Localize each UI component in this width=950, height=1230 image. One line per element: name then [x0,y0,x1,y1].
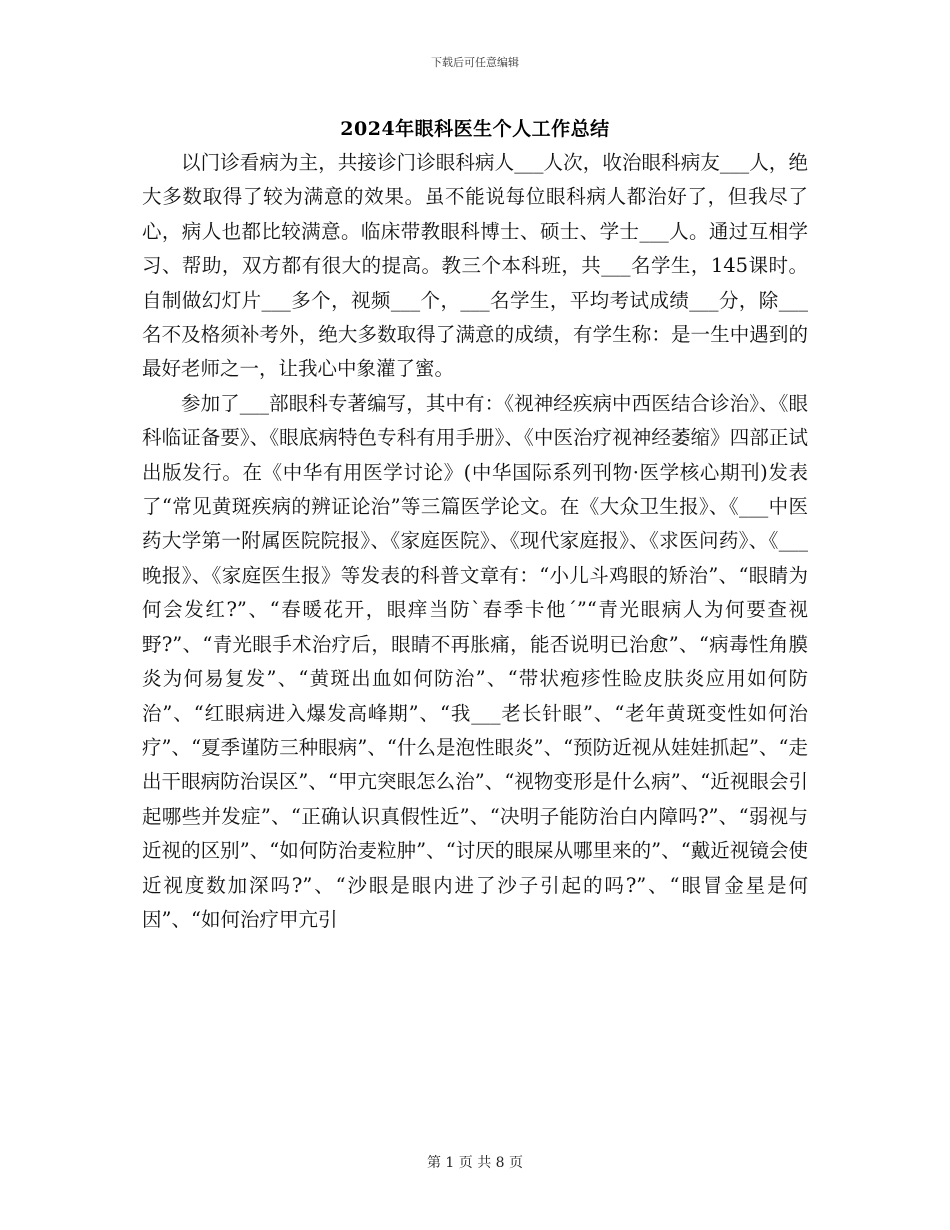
paragraph-2: 参加了___部眼科专著编写，其中有：《视神经疾病中西医结合诊治》、《眼科临证备要》、《眼底病特色专科有用手册》、《中医治疗视神经萎缩》四部正试出版发行。在《中华有用医学讨论》(中华国际系列刊物·医学核心期刊)发表了“常见黄斑疾病的辨证论治”等三篇医学论文。在《大众卫生报》、《___中医药大学第一附属医院院报》、《家庭医院》、《现代家庭报》、《求医问药》、《___晚报》、《家庭医生报》等发表的科普文章有：“小儿斗鸡眼的矫治”、“眼睛为何会发红?”、“春暖花开，眼痒当防`春季卡他´”“青光眼病人为何要查视野?”、“青光眼手术治疗后，眼睛不再胀痛，能否说明已治愈”、“病毒性角膜炎为何易复发”、“黄斑出血如何防治”、“带状疱疹性睑皮肤炎应用如何防治”、“红眼病进入爆发高峰期”、“我___老长针眼”、“老年黄斑变性如何治疗”、“夏季谨防三种眼病”、“什么是泡性眼炎”、“预防近视从娃娃抓起”、“走出干眼病防治误区”、“甲亢突眼怎么治”、“视物变形是什么病”、“近视眼会引起哪些并发症”、“正确认识真假性近”、“决明子能防治白内障吗?”、“弱视与近视的区别”、“如何防治麦粒肿”、“讨厌的眼屎从哪里来的”、“戴近视镜会使近视度数加深吗?”、“沙眼是眼内进了沙子引起的吗?”、“眼冒金星是何因”、“如何治疗甲亢引 [142,391,808,931]
document-title: 2024年眼科医生个人工作总结 [340,118,610,140]
document-body [142,146,808,937]
paragraph-1: 以门诊看病为主，共接诊门诊眼科病人___人次，收治眼科病友___人，绝大多数取得了较为满意的效果。虽不能说每位眼科病人都治好了，但我尽了心，病人也都比较满意。临床带教眼科博士、硕士、学士___人。通过互相学习、帮助，双方都有很大的提高。教三个本科班，共___名学生，145课时。自制做幻灯片___多个，视频___个，___名学生，平均考试成绩___分，除___名不及格须补考外，绝大多数取得了满意的成绩，有学生称：是一生中遇到的最好老师之一，让我心中象灌了蜜。 [142,151,808,381]
page-number: 第 1 页 共 8 页 [426,1155,524,1171]
header-note: 下载后可任意编辑 [431,56,519,69]
